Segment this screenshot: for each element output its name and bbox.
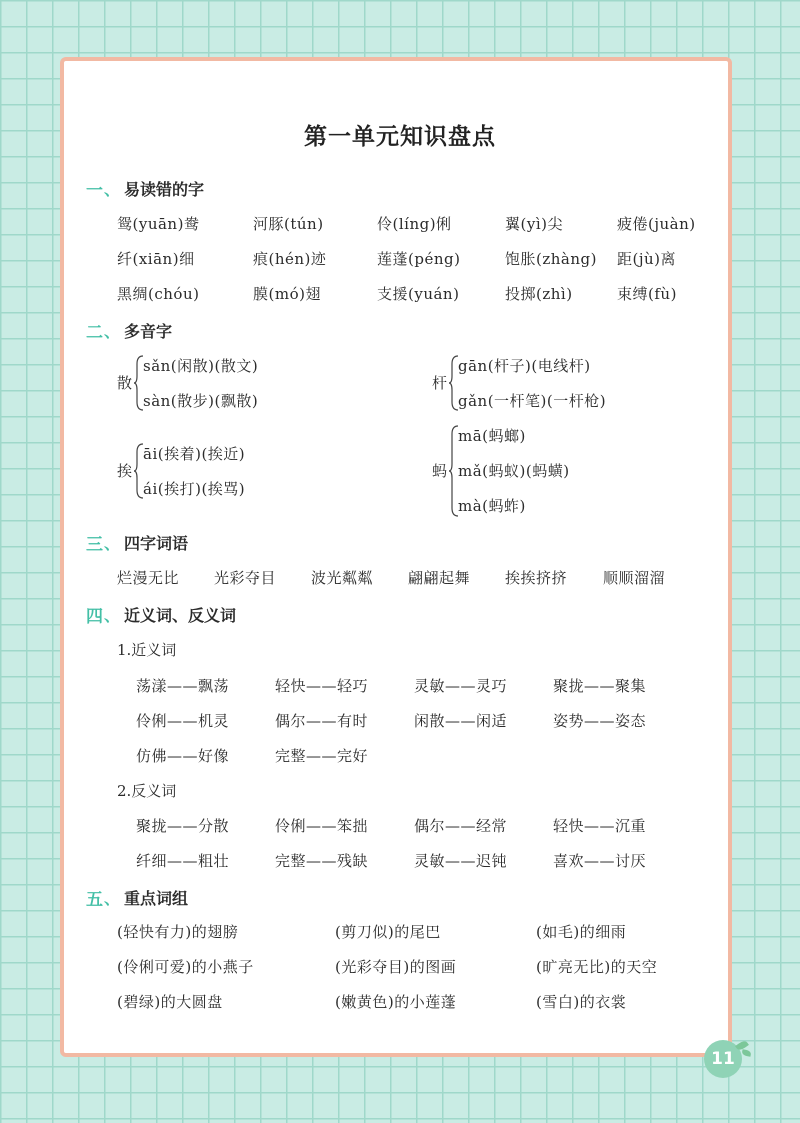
misread-item: 投掷(zhì)	[505, 285, 573, 303]
phrase-item: (嫩黄色)的小莲蓬	[335, 993, 457, 1011]
misread-item: 束缚(fù)	[617, 285, 677, 303]
misread-item: 翼(yì)尖	[505, 215, 563, 233]
section-heading-4: 四 、 近义词、反义词	[86, 602, 236, 626]
phrase-item: (剪刀似)的尾巴	[335, 923, 441, 941]
synonyms-heading: 1.近义词	[117, 641, 177, 659]
section-number: 五	[86, 889, 103, 910]
synonym-pair: 偶尔——有时	[275, 712, 369, 730]
phrase-item: (伶俐可爱)的小燕子	[117, 958, 254, 976]
phrase-item: (如毛)的细雨	[536, 923, 627, 941]
section-number: 一	[86, 180, 103, 201]
misread-item: 河豚(tún)	[253, 215, 324, 233]
phrase-item: (雪白)的衣裳	[536, 993, 627, 1011]
synonym-pair: 轻快——轻巧	[275, 677, 369, 695]
page-title: 第一单元知识盘点	[304, 124, 496, 150]
antonym-pair: 伶俐——笨拙	[275, 817, 369, 835]
misread-item: 痕(hén)迹	[253, 250, 327, 268]
idiom-item: 烂漫无比	[117, 569, 180, 587]
polyphone-char: 散	[117, 374, 133, 392]
idiom-item: 顺顺溜溜	[603, 569, 666, 587]
misread-item: 伶(líng)俐	[377, 215, 452, 233]
synonym-pair: 仿佛——好像	[136, 747, 230, 765]
section-label: 四字词语	[124, 533, 189, 553]
synonym-pair: 伶俐——机灵	[136, 712, 230, 730]
section-label: 重点词组	[124, 888, 189, 908]
polyphone-char: 杆	[432, 374, 448, 392]
misread-item: 黑绸(chóu)	[117, 285, 200, 303]
polyphone-reading: sàn(散步)(飘散)	[143, 392, 259, 410]
section-label: 近义词、反义词	[124, 605, 237, 625]
polyphone-reading: mā(蚂螂)	[458, 427, 526, 445]
antonym-pair: 纤细——粗壮	[136, 852, 230, 870]
antonym-pair: 轻快——沉重	[553, 817, 647, 835]
section-heading-3: 三 、 四字词语	[86, 530, 188, 554]
section-heading-1: 一 、 易读错的字	[86, 176, 204, 200]
phrase-item: (旷亮无比)的天空	[536, 958, 658, 976]
antonym-pair: 偶尔——经常	[414, 817, 508, 835]
phrase-item: (碧绿)的大圆盘	[117, 993, 223, 1011]
polyphone-reading: mǎ(蚂蚁)(蚂蟥)	[458, 462, 570, 480]
synonym-pair: 荡漾——飘荡	[136, 677, 230, 695]
polyphone-reading: mà(蚂蚱)	[458, 497, 526, 515]
polyphone-char: 挨	[117, 462, 133, 480]
section-label: 易读错的字	[124, 179, 205, 199]
misread-item: 饱胀(zhàng)	[505, 250, 597, 268]
synonym-pair: 完整——完好	[275, 747, 369, 765]
section-heading-2: 二 、 多音字	[86, 318, 172, 342]
idiom-item: 光彩夺目	[214, 569, 277, 587]
antonym-pair: 喜欢——讨厌	[553, 852, 647, 870]
section-number: 三	[86, 534, 103, 555]
idiom-item: 挨挨挤挤	[505, 569, 568, 587]
misread-item: 支援(yuán)	[377, 285, 460, 303]
misread-item: 距(jù)离	[617, 250, 677, 268]
idiom-item: 波光粼粼	[311, 569, 374, 587]
antonym-pair: 完整——残缺	[275, 852, 369, 870]
leaf-icon	[742, 1049, 752, 1056]
phrase-item: (光彩夺目)的图画	[335, 958, 457, 976]
section-label: 多音字	[124, 321, 173, 341]
polyphone-reading: āi(挨着)(挨近)	[143, 445, 246, 463]
polyphone-reading: gān(杆子)(电线杆)	[458, 357, 591, 375]
antonym-pair: 灵敏——迟钝	[414, 852, 508, 870]
antonym-pair: 聚拢——分散	[136, 817, 230, 835]
section-heading-5: 五 、 重点词组	[86, 885, 188, 909]
section-number: 二	[86, 322, 103, 343]
misread-item: 纤(xiān)细	[117, 250, 195, 268]
polyphone-reading: ái(挨打)(挨骂)	[143, 480, 246, 498]
polyphone-reading: sǎn(闲散)(散文)	[143, 357, 259, 375]
misread-item: 疲倦(juàn)	[617, 215, 696, 233]
synonym-pair: 灵敏——灵巧	[414, 677, 508, 695]
misread-item: 鸳(yuān)鸯	[117, 215, 200, 233]
synonym-pair: 聚拢——聚集	[553, 677, 647, 695]
page-number: 11	[711, 1049, 735, 1069]
section-number: 四	[86, 606, 103, 627]
synonym-pair: 闲散——闲适	[414, 712, 508, 730]
misread-item: 膜(mó)翅	[253, 285, 321, 303]
phrase-item: (轻快有力)的翅膀	[117, 923, 239, 941]
polyphone-char: 蚂	[432, 462, 448, 480]
synonym-pair: 姿势——姿态	[553, 712, 647, 730]
misread-item: 莲蓬(péng)	[377, 250, 461, 268]
idiom-item: 翩翩起舞	[408, 569, 471, 587]
antonyms-heading: 2.反义词	[117, 782, 177, 800]
polyphone-reading: gǎn(一杆笔)(一杆枪)	[458, 392, 607, 410]
